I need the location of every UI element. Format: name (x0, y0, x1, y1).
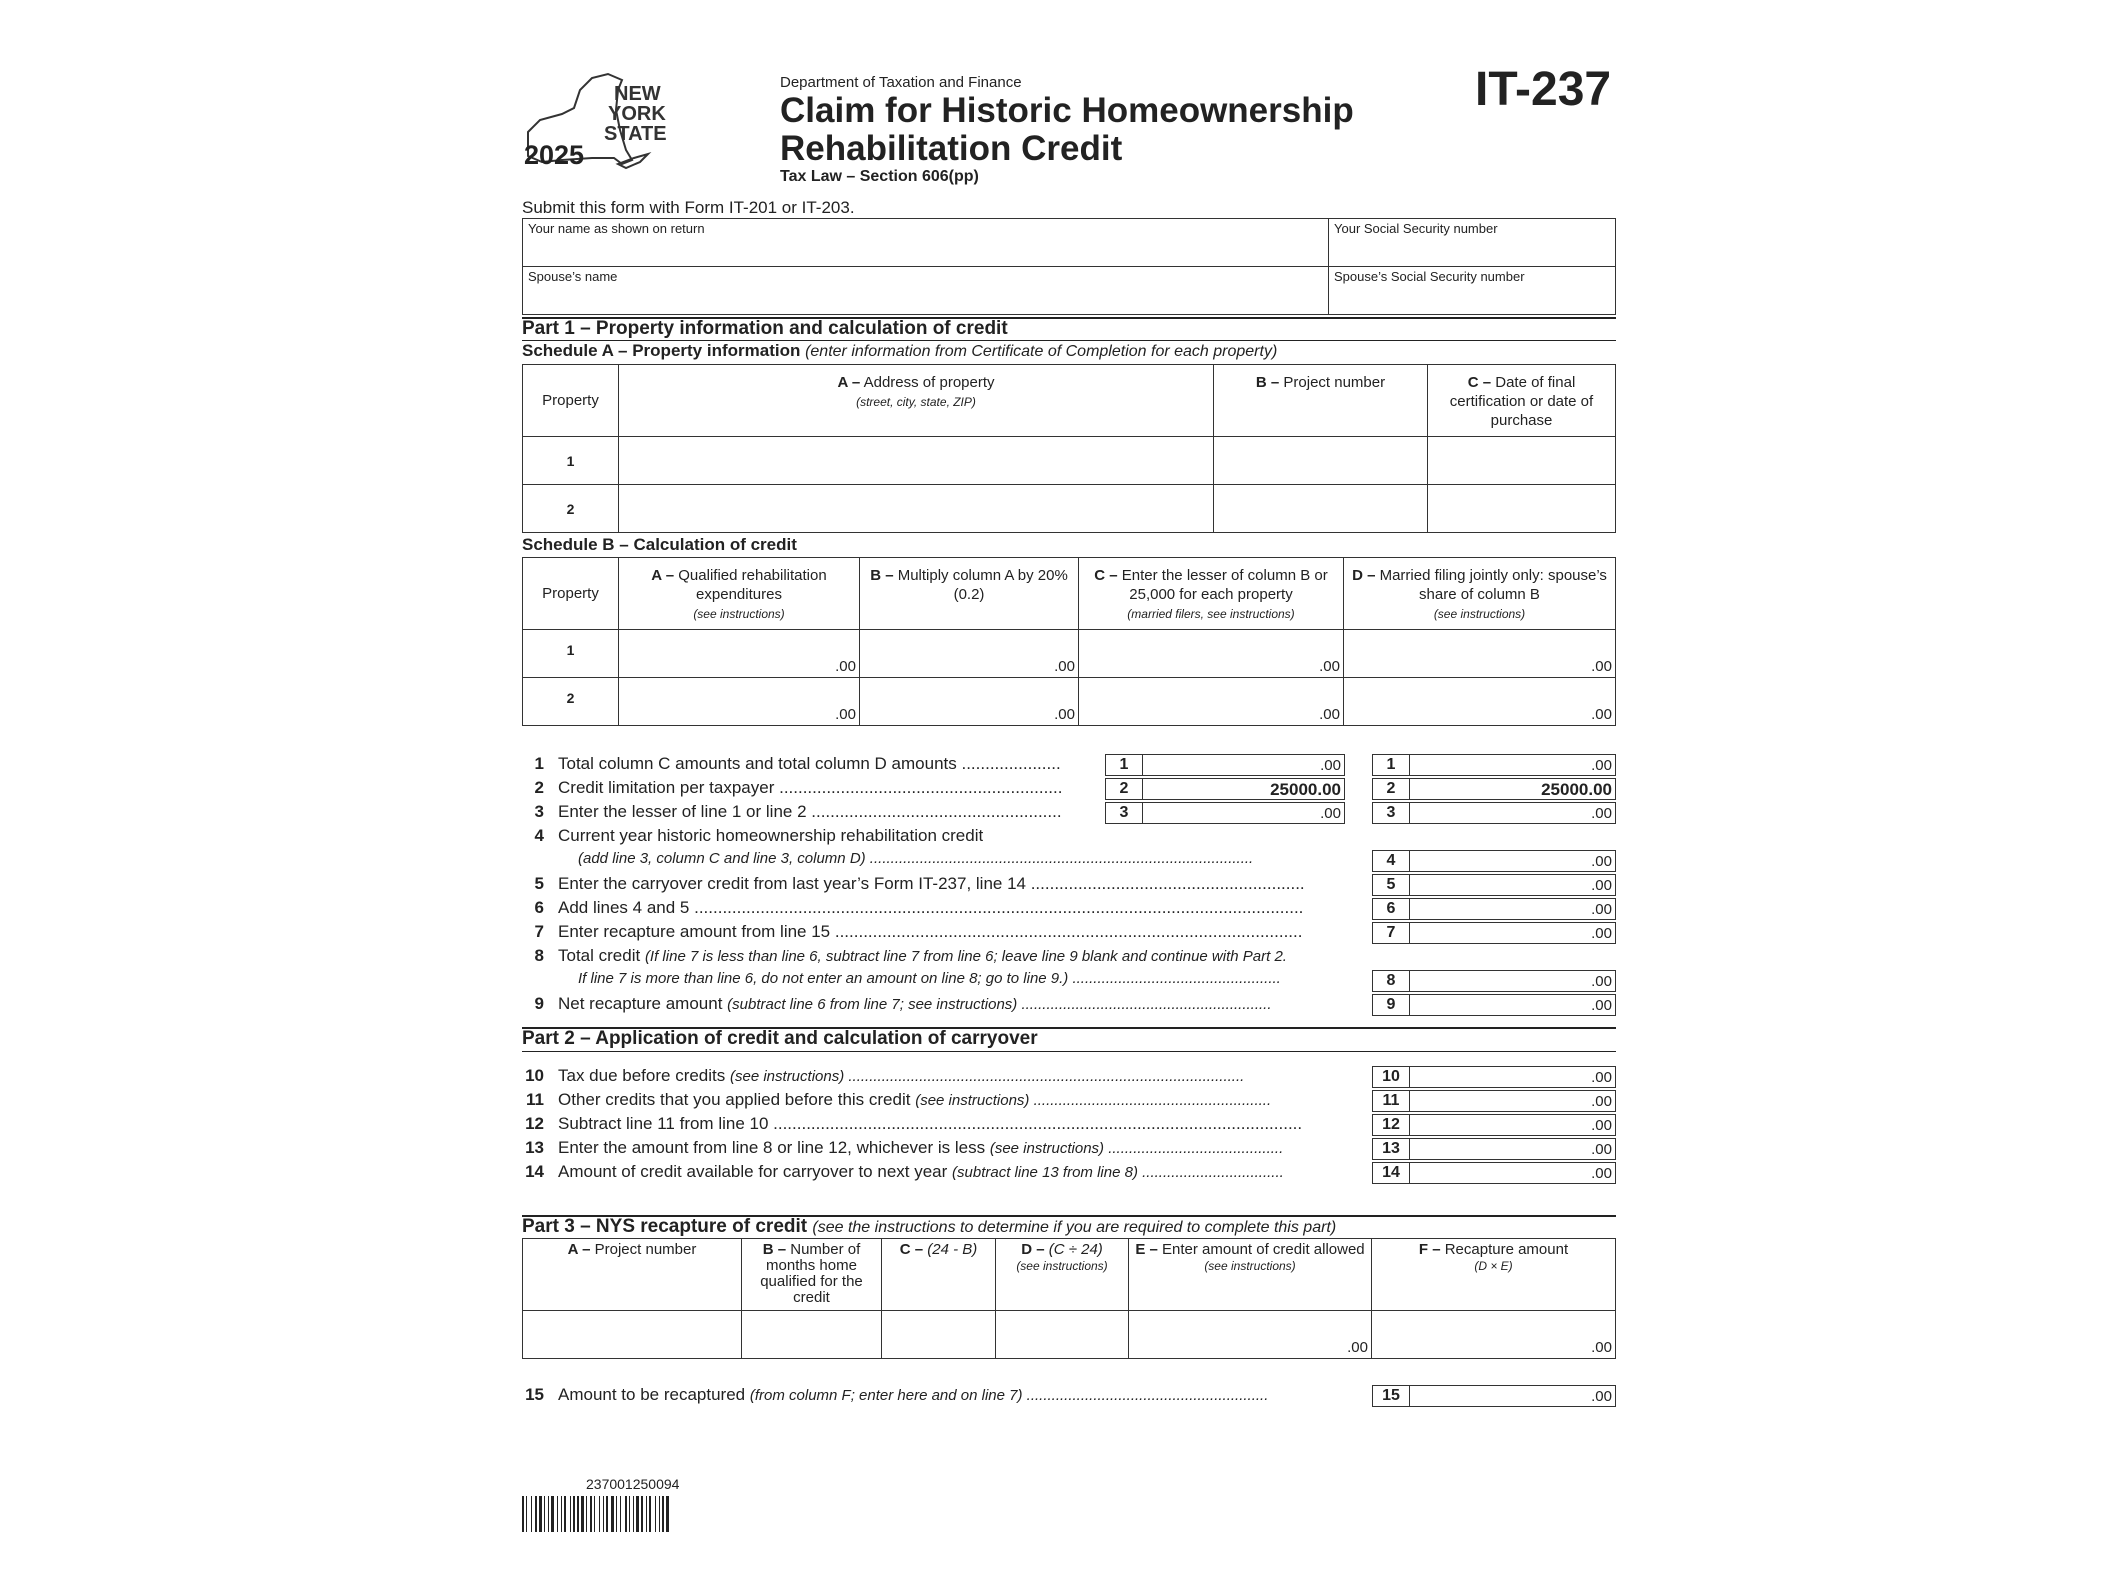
ssn-label: Your Social Security number (1334, 221, 1498, 236)
line-note: (from column F; enter here and on line 7) .......................................................... (749, 1387, 1269, 1404)
scheduleA-col-b (1214, 365, 1428, 437)
col-key: C – (1467, 374, 1492, 391)
col-note: (see instructions) (1016, 1259, 1108, 1273)
name-label: Your name as shown on return (528, 221, 705, 236)
line-text: If line 7 is more than line 6, do not enter an amount on line 8; go to line 9.) .................................................. (578, 970, 1281, 987)
line-text: Credit limitation per taxpayer ............................................................ (558, 778, 1063, 797)
cents: .00 (1591, 658, 1612, 675)
box-number: 9 (1373, 995, 1410, 1015)
spouse-share-field[interactable] (1344, 678, 1616, 726)
property-number: 1 (523, 437, 619, 485)
months-qualified-field[interactable] (742, 1311, 882, 1359)
address-field[interactable] (619, 485, 1214, 533)
line8-note: (If line 7 is less than line 6, subtract line 7 from line 6; leave line 9 blank and continue with Part 2. (644, 948, 1287, 965)
part3-col-f (1372, 1239, 1616, 1311)
col-label: Multiply column A by 20% (0.2) (897, 567, 1068, 603)
line-label: Amount of credit available for carryover to next year (558, 1162, 948, 1181)
line-number: 4 (534, 826, 544, 845)
col-key: A – (837, 374, 861, 391)
line-number: 3 (534, 802, 544, 821)
line-note: (subtract line 13 from line 8) .................................. (952, 1164, 1284, 1181)
col-label: Qualified rehabilitation expenditures (678, 567, 827, 603)
line6-field[interactable] (1372, 898, 1616, 920)
col-key: D – (1352, 567, 1376, 584)
lesser-field[interactable] (1079, 630, 1344, 678)
expenditures-field[interactable] (619, 630, 860, 678)
line-number: 15 (525, 1385, 544, 1404)
col-key: E – (1135, 1241, 1158, 1258)
box-value: .00 (1591, 853, 1612, 870)
spouse-ssn-field[interactable] (1329, 267, 1616, 315)
box-number: 1 (1373, 755, 1410, 775)
col-d-field[interactable] (996, 1311, 1129, 1359)
line-text: (add line 3, column C and line 3, column D) ............................................................................................ (578, 850, 1254, 867)
line2-col-c-field[interactable] (1105, 778, 1345, 800)
certification-date-field[interactable] (1428, 485, 1616, 533)
property-number: 2 (523, 485, 619, 533)
line-number: 10 (525, 1066, 544, 1085)
part3-title-text: Part 3 – NYS recapture of credit (522, 1216, 808, 1237)
taxpayer-info-table (522, 218, 1616, 315)
line-number: 8 (534, 946, 544, 965)
col-key: D – (1021, 1241, 1045, 1258)
credit-allowed-field[interactable] (1129, 1311, 1372, 1359)
property-number: 1 (523, 630, 619, 678)
form-title-line2: Rehabilitation Credit (780, 129, 1123, 168)
col-label: (24 - B) (927, 1241, 978, 1258)
scheduleA-table (522, 364, 1616, 533)
spouse-share-field[interactable] (1344, 630, 1616, 678)
box-value: .00 (1591, 925, 1612, 942)
scheduleA-col-a (619, 365, 1214, 437)
col-label: Married filing jointly only: spouse’s share of column B (1379, 567, 1607, 603)
logo-text-york: YORK (608, 103, 666, 125)
line-number: 9 (534, 994, 544, 1013)
line-15 (522, 1385, 1616, 1409)
scheduleB-title: Schedule B – Calculation of credit (522, 535, 797, 554)
line-6 (522, 898, 1616, 922)
ssn-field[interactable] (1329, 219, 1616, 267)
part3-col-d (996, 1239, 1129, 1311)
line-label: Other credits that you applied before this credit (558, 1090, 911, 1109)
box-value: .00 (1591, 1165, 1612, 1182)
line7-field[interactable] (1372, 922, 1616, 944)
project-number-field[interactable] (1214, 437, 1428, 485)
col-key: C – (899, 1241, 924, 1258)
scheduleB-col-b (860, 558, 1079, 630)
box-value: .00 (1591, 973, 1612, 990)
line-number: 12 (525, 1114, 544, 1133)
scheduleB-col-c (1079, 558, 1344, 630)
line13-field[interactable] (1372, 1138, 1616, 1160)
part3-col-c (882, 1239, 996, 1311)
cents: .00 (835, 658, 856, 675)
line-8-sub (522, 970, 1616, 994)
col-note: (street, city, state, ZIP) (856, 395, 976, 409)
box-number: 14 (1373, 1163, 1410, 1183)
tax-year: 2025 (524, 140, 585, 170)
certification-date-field[interactable] (1428, 437, 1616, 485)
col-label: Enter amount of credit allowed (1162, 1241, 1365, 1258)
col-key: B – (1255, 374, 1280, 391)
line-text: Subtract line 11 from line 10 ................................................................................................................ (558, 1114, 1303, 1133)
cents: .00 (835, 706, 856, 723)
col-label: (C ÷ 24) (1048, 1241, 1103, 1258)
box-number: 8 (1373, 971, 1410, 991)
box-value: .00 (1591, 805, 1612, 822)
logo-text-new: NEW (614, 83, 661, 105)
col-key: B – (762, 1241, 787, 1258)
cents: .00 (1591, 706, 1612, 723)
scheduleB-col-d (1344, 558, 1616, 630)
box-number: 2 (1106, 779, 1143, 799)
col-label: Recapture amount (1444, 1241, 1569, 1258)
submit-note: Submit this form with Form IT-201 or IT-203. (522, 198, 855, 217)
col-note: (see instructions) (1433, 607, 1526, 621)
line3-col-c-field[interactable] (1105, 802, 1345, 824)
line15-field[interactable] (1372, 1385, 1616, 1407)
form-number: IT-237 (1475, 63, 1612, 116)
tax-law-section: Tax Law – Section 606(pp) (780, 168, 979, 185)
name-field[interactable] (523, 219, 1329, 267)
cents: .00 (1319, 658, 1340, 675)
col-key: B – (870, 567, 894, 584)
scheduleA-col-property: Property (523, 365, 619, 437)
cents: .00 (1054, 658, 1075, 675)
barcode-icon (522, 1496, 762, 1532)
line-text (558, 994, 1358, 1014)
box-number: 1 (1106, 755, 1143, 775)
line-1 (522, 754, 1616, 778)
table-row (523, 437, 1616, 485)
line-number: 7 (534, 922, 544, 941)
line-11 (522, 1090, 1616, 1114)
form-title (780, 92, 1354, 168)
scheduleA-note: (enter information from Certificate of Completion for each property) (805, 343, 1278, 360)
scheduleA-col-c (1428, 365, 1616, 437)
col-label: Project number (1283, 374, 1386, 391)
line-text (558, 1385, 1358, 1405)
scheduleA-title (522, 341, 1277, 361)
spouse-name-label: Spouse’s name (528, 269, 618, 284)
part3-col-a (523, 1239, 742, 1311)
box-number: 7 (1373, 923, 1410, 943)
form-title-line1: Claim for Historic Homeownership (780, 91, 1354, 130)
line8-label: Total credit (558, 946, 641, 965)
recapture-amount-field[interactable] (1372, 1311, 1616, 1359)
line5-field[interactable] (1372, 874, 1616, 896)
box-value: 25000.00 (1270, 780, 1341, 799)
line-note: (see instructions) .......................................... (989, 1140, 1284, 1157)
col-label: Project number (594, 1241, 697, 1258)
box-value: .00 (1591, 1388, 1612, 1405)
table-row (523, 630, 1616, 678)
part3-col-b (742, 1239, 882, 1311)
recapture-project-number-field[interactable] (523, 1311, 742, 1359)
scheduleB-col-property: Property (523, 558, 619, 630)
col-note: (D × E) (1474, 1259, 1513, 1273)
line-8 (522, 946, 1616, 970)
col-note: (married filers, see instructions) (1127, 607, 1295, 621)
line-4 (522, 826, 1616, 850)
box-value: .00 (1591, 1141, 1612, 1158)
box-value: 25000.00 (1541, 780, 1612, 799)
line-number: 14 (525, 1162, 544, 1181)
line4-field[interactable] (1372, 850, 1616, 872)
line1-col-d-field[interactable] (1372, 754, 1616, 776)
line-text: Add lines 4 and 5 ................................................................................................................................. (558, 898, 1304, 917)
line-10 (522, 1066, 1616, 1090)
line-13 (522, 1138, 1616, 1162)
expenditures-field[interactable] (619, 678, 860, 726)
line-text (558, 1162, 1358, 1182)
line2-col-d-field[interactable] (1372, 778, 1616, 800)
multiply-field[interactable] (860, 630, 1079, 678)
line1-col-c-field[interactable] (1105, 754, 1345, 776)
line14-field[interactable] (1372, 1162, 1616, 1184)
line-label: Amount to be recaptured (558, 1385, 746, 1404)
line-text: Total column C amounts and total column D amounts ..................... (558, 754, 1061, 773)
line-text: Enter the lesser of line 1 or line 2 ..................................................... (558, 802, 1062, 821)
address-field[interactable] (619, 437, 1214, 485)
logo-text-state: STATE (604, 123, 667, 145)
scheduleB-col-a (619, 558, 860, 630)
box-number: 13 (1373, 1139, 1410, 1159)
part3-table (522, 1238, 1616, 1359)
box-number: 10 (1373, 1067, 1410, 1087)
cents: .00 (1319, 706, 1340, 723)
scheduleA-title-text: Schedule A – Property information (522, 341, 801, 360)
line-2 (522, 778, 1616, 802)
multiply-field[interactable] (860, 678, 1079, 726)
box-number: 12 (1373, 1115, 1410, 1135)
line-text: Enter recapture amount from line 15 ................................................................................................... (558, 922, 1303, 941)
table-row (523, 678, 1616, 726)
col-label: Date of final certification or date of purchase (1449, 374, 1594, 429)
line-4-sub (522, 850, 1616, 874)
box-number: 3 (1373, 803, 1410, 823)
barcode-number: 237001250094 (586, 1476, 680, 1492)
part3-col-e (1129, 1239, 1372, 1311)
line3-col-d-field[interactable] (1372, 802, 1616, 824)
box-value: .00 (1591, 1093, 1612, 1110)
box-value: .00 (1320, 805, 1341, 822)
line-12 (522, 1114, 1616, 1138)
cents: .00 (1054, 706, 1075, 723)
table-row (523, 1311, 1616, 1359)
line-number: 5 (534, 874, 544, 893)
box-value: .00 (1591, 877, 1612, 894)
part3-title (522, 1216, 1336, 1238)
line-note: (see instructions) ......................................................... (915, 1092, 1272, 1109)
box-number: 11 (1373, 1091, 1410, 1111)
line9-note: (subtract line 6 from line 7; see instructions) ............................................................ (727, 996, 1272, 1013)
line-text: Enter the carryover credit from last year’s Form IT-237, line 14 .......................................................... (558, 874, 1305, 893)
part2-title: Part 2 – Application of credit and calculation of carryover (522, 1028, 1038, 1049)
line-text (558, 1138, 1358, 1158)
box-number: 3 (1106, 803, 1143, 823)
line10-field[interactable] (1372, 1066, 1616, 1088)
line-14 (522, 1162, 1616, 1186)
box-value: .00 (1591, 1117, 1612, 1134)
box-number: 2 (1373, 779, 1410, 799)
col-c-field[interactable] (882, 1311, 996, 1359)
line-label: Tax due before credits (558, 1066, 726, 1085)
line-text (558, 946, 1287, 966)
box-value: .00 (1591, 1069, 1612, 1086)
box-value: .00 (1320, 757, 1341, 774)
col-key: A – (651, 567, 675, 584)
line-number: 6 (534, 898, 544, 917)
box-number: 15 (1373, 1386, 1410, 1406)
part1-title: Part 1 – Property information and calculation of credit (522, 318, 1008, 339)
project-number-field[interactable] (1214, 485, 1428, 533)
line-text: Current year historic homeownership rehabilitation credit (558, 826, 984, 845)
line-number: 2 (534, 778, 544, 797)
line8-field[interactable] (1372, 970, 1616, 992)
lesser-field[interactable] (1079, 678, 1344, 726)
line-3 (522, 802, 1616, 826)
scheduleB-table (522, 557, 1616, 726)
spouse-ssn-label: Spouse’s Social Security number (1334, 269, 1525, 284)
line12-field[interactable] (1372, 1114, 1616, 1136)
line-text (558, 1066, 1358, 1086)
col-note: (see instructions) (1204, 1259, 1296, 1273)
box-value: .00 (1591, 901, 1612, 918)
col-key: F – (1418, 1241, 1441, 1258)
col-label: Enter the lesser of column B or 25,000 for each property (1121, 567, 1328, 603)
line-note: (see instructions) ............................................................................................... (730, 1068, 1245, 1085)
box-number: 6 (1373, 899, 1410, 919)
property-number: 2 (523, 678, 619, 726)
line-number: 13 (525, 1138, 544, 1157)
line-text (558, 1090, 1358, 1110)
table-row (523, 485, 1616, 533)
col-label: Number of months home qualified for the credit (760, 1241, 863, 1306)
line-7 (522, 922, 1616, 946)
line-5 (522, 874, 1616, 898)
line9-label: Net recapture amount (558, 994, 723, 1013)
line-label: Enter the amount from line 8 or line 12, whichever is less (558, 1138, 986, 1157)
department-name: Department of Taxation and Finance (780, 74, 1022, 91)
box-number: 5 (1373, 875, 1410, 895)
cents: .00 (1347, 1339, 1368, 1356)
part3-note: (see the instructions to determine if you are required to complete this part) (812, 1219, 1337, 1236)
cents: .00 (1591, 1339, 1612, 1356)
line9-field[interactable] (1372, 994, 1616, 1016)
box-number: 4 (1373, 851, 1410, 871)
col-note: (see instructions) (693, 607, 785, 621)
col-key: A – (567, 1241, 591, 1258)
line11-field[interactable] (1372, 1090, 1616, 1112)
spouse-name-field[interactable] (523, 267, 1329, 315)
line-9 (522, 994, 1616, 1018)
col-key: C – (1094, 567, 1118, 584)
box-value: .00 (1591, 757, 1612, 774)
line-number: 1 (534, 754, 544, 773)
line-number: 11 (526, 1090, 544, 1109)
col-label: Address of property (863, 374, 995, 391)
box-value: .00 (1591, 997, 1612, 1014)
